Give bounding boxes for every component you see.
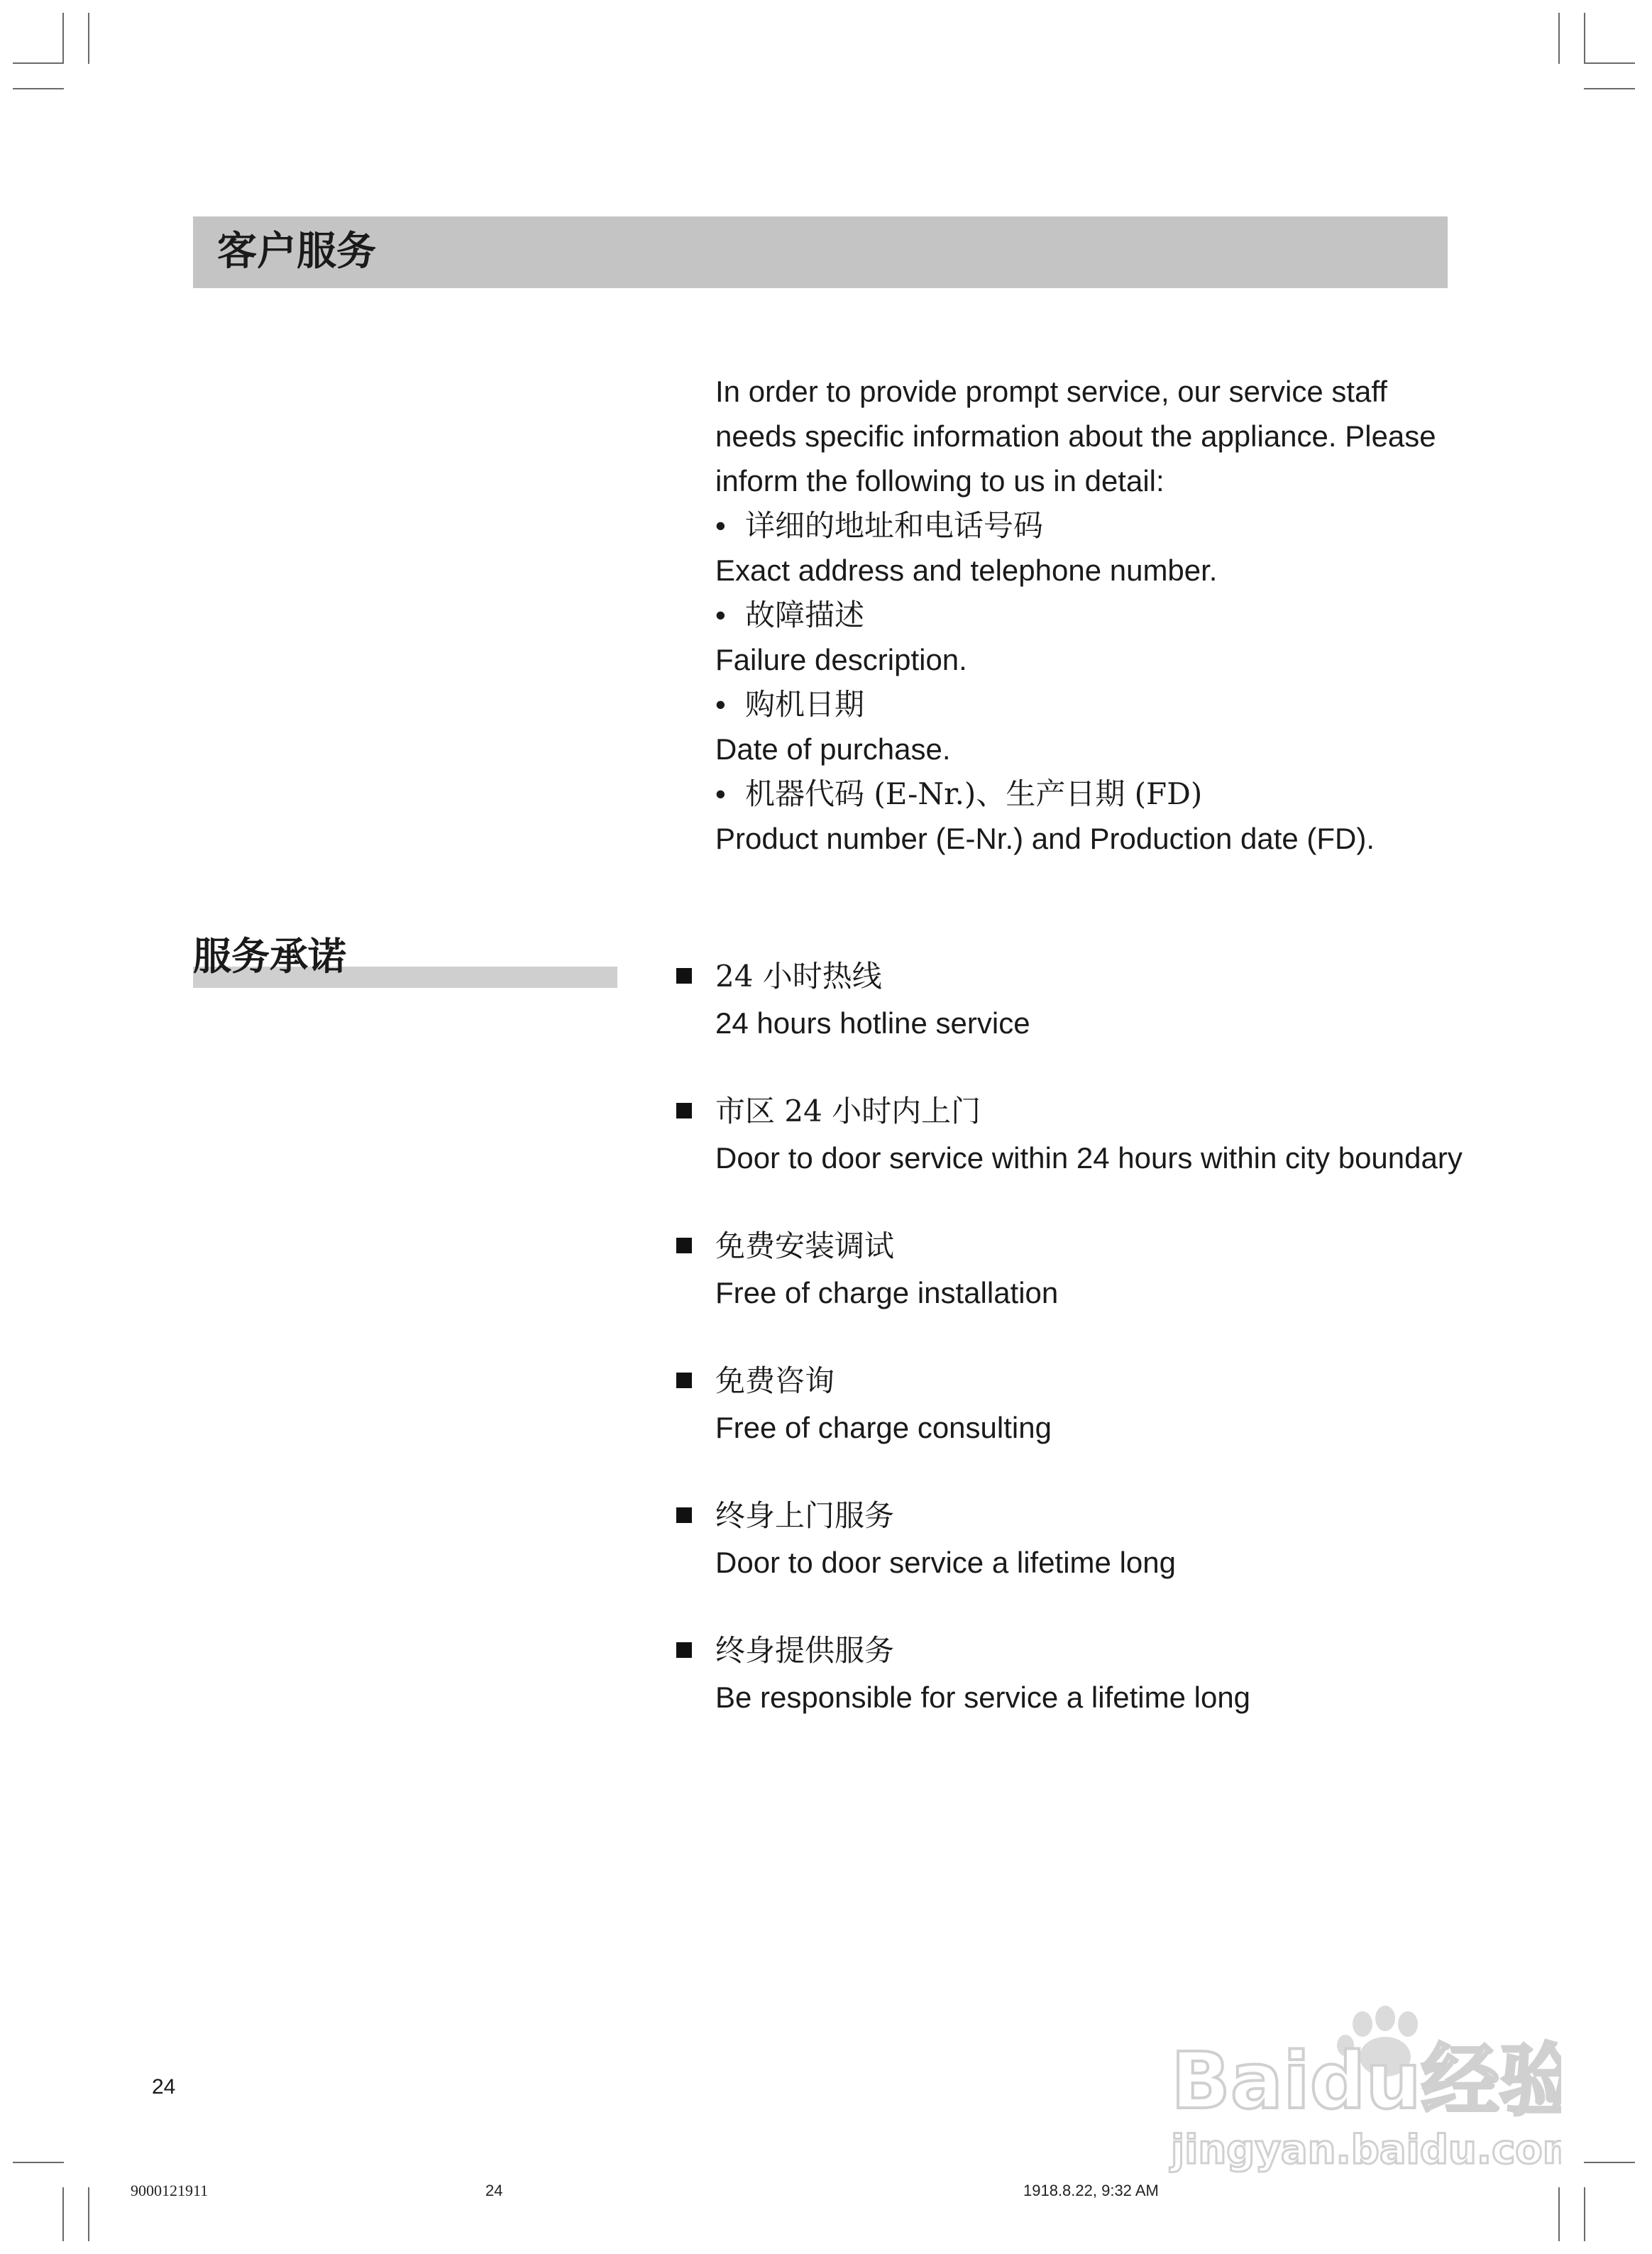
watermark-brand-text: Baidu经验 bbox=[1171, 2035, 1561, 2126]
info-item-en: Failure description. bbox=[715, 643, 967, 676]
info-item-cn-text: 购机日期 bbox=[745, 687, 865, 722]
page-title: 客户服务 bbox=[217, 229, 376, 275]
list-item bbox=[671, 1226, 1465, 1361]
crop-mark-top-right-v1 bbox=[1558, 13, 1560, 64]
crop-mark-bottom-left-v2 bbox=[88, 2187, 89, 2241]
square-bullet-icon bbox=[676, 1507, 692, 1523]
section-title: 服务承诺 bbox=[193, 934, 346, 979]
info-item-cn bbox=[715, 682, 1453, 727]
intro-line: needs specific information about the appliance. Please bbox=[715, 419, 1436, 453]
promise-en: Door to door service a lifetime long bbox=[715, 1546, 1176, 1579]
promise-cn: 免费安装调试 bbox=[715, 1228, 895, 1263]
info-item-cn bbox=[715, 503, 1453, 548]
list-item bbox=[671, 1631, 1465, 1766]
promise-cn: 24 小时热线 bbox=[715, 959, 882, 994]
info-item-cn-text: 机器代码 (E-Nr.)、生产日期 (FD) bbox=[745, 776, 1203, 811]
promise-en: 24 hours hotline service bbox=[715, 1006, 1030, 1040]
crop-mark-bottom-right-h bbox=[1584, 2162, 1635, 2163]
crop-mark-bottom-left-h bbox=[13, 2162, 64, 2163]
crop-mark-bottom-right-v2 bbox=[1584, 2187, 1585, 2241]
list-item bbox=[671, 957, 1465, 1092]
baidu-watermark-logo bbox=[1164, 2001, 1561, 2179]
info-item-en: Date of purchase. bbox=[715, 732, 951, 766]
page-number: 24 bbox=[152, 2075, 176, 2099]
crop-mark-bottom-right-v1 bbox=[1558, 2187, 1560, 2241]
crop-mark-top-left-h2 bbox=[13, 88, 64, 89]
promise-cn: 免费咨询 bbox=[715, 1363, 835, 1398]
footer-doc-code: 9000121911 bbox=[131, 2182, 209, 2199]
square-bullet-icon bbox=[676, 1373, 692, 1388]
section-header-bar bbox=[193, 216, 1448, 288]
square-bullet-icon bbox=[676, 1642, 692, 1658]
info-item-cn-text: 故障描述 bbox=[745, 598, 865, 632]
intro-block bbox=[715, 369, 1453, 861]
promise-cn: 市区 24 小时内上门 bbox=[715, 1094, 981, 1128]
list-item bbox=[671, 1496, 1465, 1631]
crop-mark-top-left-h1 bbox=[13, 62, 64, 64]
promise-en: Be responsible for service a lifetime long bbox=[715, 1681, 1251, 1714]
crop-mark-top-left-v1 bbox=[62, 13, 64, 64]
info-item-cn bbox=[715, 771, 1453, 816]
promise-cn: 终身上门服务 bbox=[715, 1498, 895, 1533]
promise-en: Door to door service within 24 hours within city boundary bbox=[715, 1141, 1463, 1175]
promise-en: Free of charge consulting bbox=[715, 1411, 1052, 1444]
list-item bbox=[671, 1361, 1465, 1496]
bullet-dot-icon: • bbox=[715, 777, 726, 810]
crop-mark-top-right-h2 bbox=[1584, 88, 1635, 89]
square-bullet-icon bbox=[676, 1238, 692, 1253]
info-item-en: Product number (E-Nr.) and Production date (FD). bbox=[715, 822, 1375, 855]
watermark-url-text: jingyan.baidu.com bbox=[1171, 2127, 1561, 2173]
bullet-dot-icon: • bbox=[715, 509, 726, 542]
promise-cn: 终身提供服务 bbox=[715, 1633, 895, 1668]
footer-page: 24 bbox=[485, 2182, 503, 2199]
square-bullet-icon bbox=[676, 1103, 692, 1118]
intro-line: inform the following to us in detail: bbox=[715, 464, 1164, 497]
crop-mark-top-right-v2 bbox=[1584, 13, 1585, 64]
info-item-cn-text: 详细的地址和电话号码 bbox=[745, 508, 1044, 543]
square-bullet-icon bbox=[676, 968, 692, 984]
crop-mark-top-right-h1 bbox=[1584, 62, 1635, 64]
crop-mark-bottom-left-v1 bbox=[62, 2187, 64, 2241]
bullet-dot-icon: • bbox=[715, 688, 726, 721]
info-item-cn bbox=[715, 593, 1453, 637]
info-item-en: Exact address and telephone number. bbox=[715, 554, 1218, 587]
promise-en: Free of charge installation bbox=[715, 1276, 1059, 1309]
bullet-dot-icon: • bbox=[715, 598, 726, 632]
promise-list bbox=[671, 957, 1465, 1766]
intro-line: In order to provide prompt service, our service staff bbox=[715, 375, 1387, 408]
crop-mark-top-left-v2 bbox=[88, 13, 89, 64]
footer-timestamp: 1918.8.22, 9:32 AM bbox=[1023, 2182, 1159, 2199]
list-item bbox=[671, 1092, 1465, 1226]
